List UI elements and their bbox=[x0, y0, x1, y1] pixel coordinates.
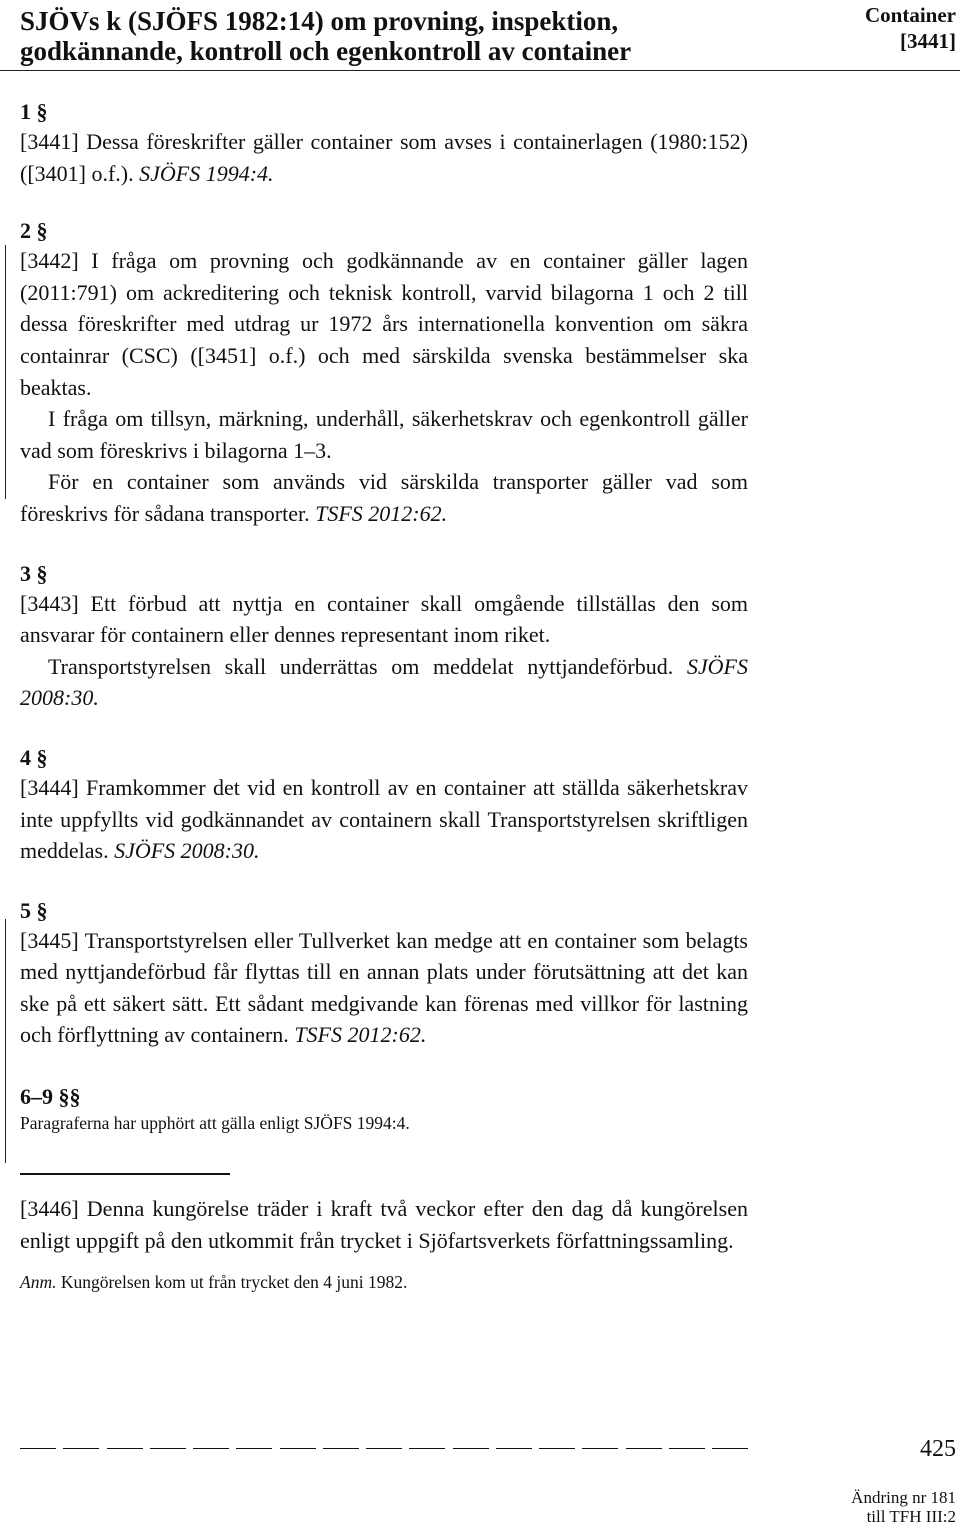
section-3 bbox=[20, 560, 748, 714]
paragraph-text: [3441] Dessa föreskrifter gäller container som avses i containerlagen (1980:152) ([3401] o.f.). bbox=[20, 129, 748, 186]
paragraph bbox=[20, 772, 748, 867]
annotation bbox=[20, 1270, 748, 1294]
amendment-reference: TSFS 2012:62. bbox=[294, 1022, 427, 1048]
change-bar bbox=[5, 245, 6, 499]
document-title bbox=[20, 6, 631, 66]
section-2 bbox=[20, 217, 748, 529]
title-line-2: godkännande, kontroll och egenkontroll av container bbox=[20, 36, 632, 66]
title-line-1: SJÖVs k (SJÖFS 1982:14) om provning, inspektion, bbox=[20, 6, 619, 36]
paragraph bbox=[20, 126, 748, 189]
annotation-text: Kungörelsen kom ut från trycket den 4 juni 1982. bbox=[56, 1272, 408, 1293]
amendment-reference: SJÖFS 1994:4. bbox=[139, 160, 274, 186]
amendment-reference: TSFS 2012:62. bbox=[315, 500, 448, 526]
paragraph-text: För en container som används vid särskilda transporter gäller vad som föreskrivs för sådana transporter. bbox=[20, 469, 748, 526]
change-bar bbox=[5, 1071, 6, 1163]
footnote-divider bbox=[20, 1173, 230, 1175]
section-5 bbox=[20, 897, 748, 1051]
header-divider bbox=[0, 70, 960, 71]
category-code: [3441] bbox=[900, 29, 956, 53]
paragraph bbox=[20, 651, 748, 714]
section-heading: 6–9 §§ bbox=[20, 1084, 81, 1110]
header-category bbox=[865, 2, 956, 54]
section-4 bbox=[20, 744, 748, 867]
paragraph bbox=[20, 466, 748, 529]
paragraph: I fråga om tillsyn, märkning, underhåll, säkerhetskrav och egenkontroll gäller vad som föreskrivs i bilagorna 1–3. bbox=[20, 406, 748, 463]
paragraph-text: Transportstyrelsen skall underrättas om meddelat nyttjandeförbud. bbox=[48, 653, 674, 679]
change-note bbox=[851, 1488, 956, 1526]
section-heading: 1 § bbox=[20, 99, 48, 124]
section-heading: 4 § bbox=[20, 744, 48, 770]
page-number: 425 bbox=[920, 1436, 956, 1462]
amendment-reference: SJÖFS 2008:30. bbox=[20, 653, 748, 711]
section-1 bbox=[20, 98, 748, 189]
final-provision bbox=[20, 1193, 748, 1294]
amendment-reference: SJÖFS 2008:30. bbox=[114, 838, 260, 864]
section-heading: 3 § bbox=[20, 560, 48, 586]
category-label: Container bbox=[865, 3, 956, 27]
paragraph: [3443] Ett förbud att nyttja en container skall omgående tillställas den som ansvarar för containern eller dennes representant inom riket. bbox=[20, 590, 748, 648]
paragraph: [3446] Denna kungörelse träder i kraft två veckor efter den dag då kungörelsen enligt uppgift på den utkommit från trycket i Sjöfartsverkets författningssamling. bbox=[20, 1196, 748, 1253]
dashed-divider bbox=[20, 1448, 748, 1450]
paragraph bbox=[20, 925, 748, 1051]
section-6-9 bbox=[20, 1083, 748, 1135]
change-line-1: Ändring nr 181 bbox=[851, 1488, 956, 1507]
paragraph: [3442] I fråga om provning och godkännande av en container gäller lagen (2011:791) om ackreditering och teknisk kontroll, varvid bilagorna 1 och 2 till dessa föreskrifter med utdrag ur 1972 års internationella konvention om säkra containrar (CSC) ([3451] o.f.) och med särskilda svenska bestämmelser ska beaktas. bbox=[20, 248, 748, 400]
repeal-note: Paragraferna har upphört att gälla enligt SJÖFS 1994:4. bbox=[20, 1113, 410, 1134]
annotation-label: Anm. bbox=[20, 1272, 57, 1293]
section-heading: 2 § bbox=[20, 218, 48, 244]
document-body bbox=[20, 98, 748, 1294]
paragraph-text: [3445] Transportstyrelsen eller Tullverket kan medge att en container som belagts med nyttjandeförbud får flyttas till en annan plats under förutsättning att det kan ske på ett säkert sätt. Ett sådant medgivande kan förenas med villkor för lastning och förflyttning av containern. bbox=[20, 927, 748, 1048]
section-heading: 5 § bbox=[20, 897, 48, 923]
paragraph-text: [3444] Framkommer det vid en kontroll av en container att ställda säkerhetskrav inte uppfyllts vid godkännandet av containern skall Transportstyrelsen skriftligen meddelas. bbox=[20, 774, 748, 864]
change-line-2: till TFH III:2 bbox=[866, 1507, 956, 1526]
